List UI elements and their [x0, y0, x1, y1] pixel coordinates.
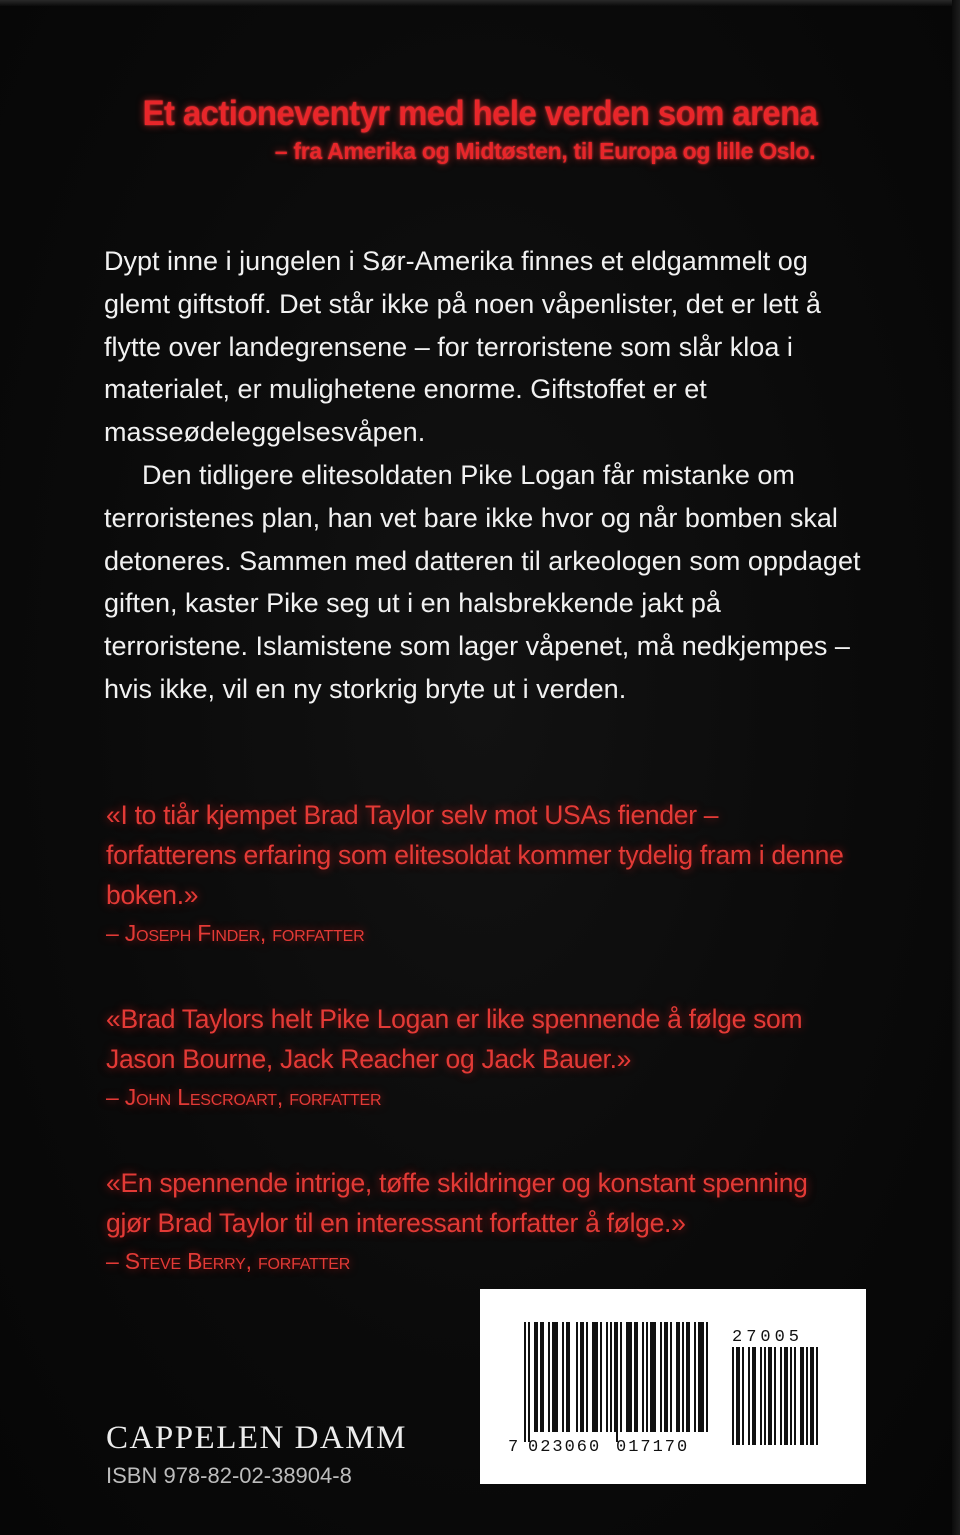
barcode-bar — [534, 1322, 536, 1432]
barcode-bar — [816, 1347, 818, 1445]
review-quote — [106, 999, 851, 1115]
barcode-left-digits: 023060 — [528, 1438, 602, 1457]
barcode-bar — [634, 1322, 636, 1432]
barcode-bar — [614, 1322, 616, 1432]
barcode-bar — [664, 1322, 666, 1432]
barcode-bar — [706, 1322, 708, 1432]
blurb-paragraph-2: Den tidligere elitesoldaten Pike Logan får mistanke om terroristenes plan, han vet bare ikke hvor og når bomben skal detoneres. Sammen med datteren til arkeologen som oppdaget giften, kaster Pike seg ut i en halsbrekkende jakt på terroristene. Islamistene som lager våpenet, må nedkjempes – hvis ikke, vil en ny storkrig bryte ut i verden. — [104, 459, 861, 704]
barcode-bar — [732, 1347, 734, 1445]
barcode-bar — [764, 1347, 766, 1445]
quote-text: «En spennende intrige, tøffe skildringer og konstant spenning gjør Brad Taylor til en interessant forfatter å følge.» — [106, 1168, 808, 1238]
barcode-addon-digits: 27005 — [732, 1328, 804, 1347]
barcode-bar — [620, 1322, 622, 1432]
cover-right-edge — [952, 0, 960, 1535]
barcode-bar — [812, 1347, 814, 1445]
barcode-addon-bars — [732, 1347, 818, 1445]
barcode-bar — [784, 1347, 786, 1445]
barcode-bar — [698, 1322, 700, 1432]
review-quote — [106, 1163, 851, 1279]
barcode-bar — [682, 1322, 684, 1432]
barcode-bar — [594, 1322, 596, 1432]
barcode-bar — [688, 1322, 690, 1432]
blurb — [104, 240, 864, 711]
barcode-bar — [752, 1347, 754, 1445]
barcode-bar — [660, 1322, 662, 1432]
quote-text: «Brad Taylors helt Pike Logan er like spennende å følge som Jason Bourne, Jack Reacher og Jack Bauer.» — [106, 1004, 803, 1074]
barcode-bar — [654, 1322, 656, 1432]
barcode-bar — [528, 1322, 530, 1442]
barcode-bar — [582, 1322, 584, 1432]
barcode-bar — [524, 1322, 526, 1442]
barcode-bar — [736, 1347, 738, 1445]
barcode-bar — [552, 1322, 554, 1432]
barcode-bar — [800, 1347, 802, 1445]
barcode-bar — [760, 1347, 762, 1445]
barcode-bar — [606, 1322, 608, 1432]
barcode-bar — [630, 1322, 632, 1432]
barcode-bar — [556, 1322, 558, 1432]
isbn-number: ISBN 978-82-02-38904-8 — [106, 1463, 352, 1488]
headline-sub: – fra Amerika og Midtøsten, til Europa og lille Oslo. — [274, 138, 816, 164]
barcode-bar — [678, 1322, 680, 1432]
barcode-bar — [646, 1322, 648, 1432]
barcode-bar — [628, 1322, 630, 1432]
barcode — [480, 1289, 866, 1484]
barcode-right-digits: 017170 — [616, 1438, 690, 1457]
barcode-bar — [536, 1322, 538, 1432]
barcode-bar — [770, 1347, 772, 1445]
barcode-bar — [810, 1347, 812, 1445]
barcode-bar — [666, 1322, 668, 1432]
headline-main: Et actioneventyr med hele verden som arena — [142, 94, 818, 133]
barcode-bar — [626, 1322, 628, 1432]
barcode-bar — [586, 1322, 588, 1432]
quote-text: «I to tiår kjempet Brad Taylor selv mot USAs fiender – forfatterens erfaring som elitesoldat kommer tydelig fram i denne boken.» — [106, 800, 844, 910]
barcode-bar — [780, 1347, 782, 1445]
barcode-bar — [542, 1322, 544, 1432]
barcode-bar — [694, 1322, 696, 1432]
quote-author: – Steve Berry, forfatter — [106, 1248, 351, 1274]
barcode-bar — [806, 1347, 808, 1445]
barcode-bar — [568, 1322, 570, 1432]
barcode-lead-digit: 7 — [508, 1438, 519, 1457]
quote-author: – Joseph Finder, forfatter — [106, 920, 365, 946]
publisher-logo: CAPPELEN DAMM — [106, 1420, 407, 1456]
barcode-bar — [580, 1322, 582, 1432]
barcode-bar — [616, 1322, 618, 1442]
cover-top-edge — [0, 0, 960, 6]
barcode-bar — [652, 1322, 654, 1432]
review-quotes — [106, 795, 851, 1327]
barcode-bar — [562, 1322, 564, 1432]
barcode-bar — [592, 1322, 594, 1432]
barcode-bar — [576, 1322, 578, 1432]
barcode-bar — [754, 1347, 756, 1445]
barcode-panel — [480, 1289, 866, 1484]
barcode-bar — [566, 1322, 568, 1432]
quote-author: – John Lescroart, forfatter — [106, 1084, 382, 1110]
barcode-bar — [790, 1347, 792, 1445]
barcode-bar — [768, 1347, 770, 1445]
barcode-bar — [600, 1322, 602, 1432]
barcode-bar — [670, 1322, 672, 1432]
barcode-bar — [650, 1322, 652, 1432]
barcode-bar — [610, 1322, 612, 1432]
barcode-bar — [686, 1322, 688, 1432]
barcode-bar — [700, 1322, 702, 1432]
barcode-bar — [702, 1322, 704, 1432]
barcode-main-bars — [524, 1322, 708, 1442]
barcode-bar — [738, 1347, 740, 1445]
barcode-bar — [554, 1322, 556, 1432]
headline — [0, 92, 960, 166]
barcode-bar — [794, 1347, 796, 1445]
barcode-bar — [596, 1322, 598, 1432]
barcode-bar — [540, 1322, 542, 1432]
barcode-bar — [748, 1347, 750, 1445]
barcode-bar — [786, 1347, 788, 1445]
barcode-bar — [548, 1322, 550, 1432]
barcode-bar — [676, 1322, 678, 1432]
barcode-bar — [642, 1322, 644, 1432]
blurb-paragraph-1: Dypt inne i jungelen i Sør-Amerika finnes et eldgammelt og glemt giftstoff. Det står ikke på noen våpenlister, det er lett å flytte over landegrensene – for terroristene som slår kloa i materialet, er mulighetene enorme. Giftstoffet er et masseødeleggelsesvåpen. — [104, 246, 821, 448]
barcode-bar — [774, 1347, 776, 1445]
barcode-bar — [802, 1347, 804, 1445]
barcode-bar — [636, 1322, 638, 1432]
review-quote — [106, 795, 851, 951]
barcode-bar — [742, 1347, 744, 1445]
